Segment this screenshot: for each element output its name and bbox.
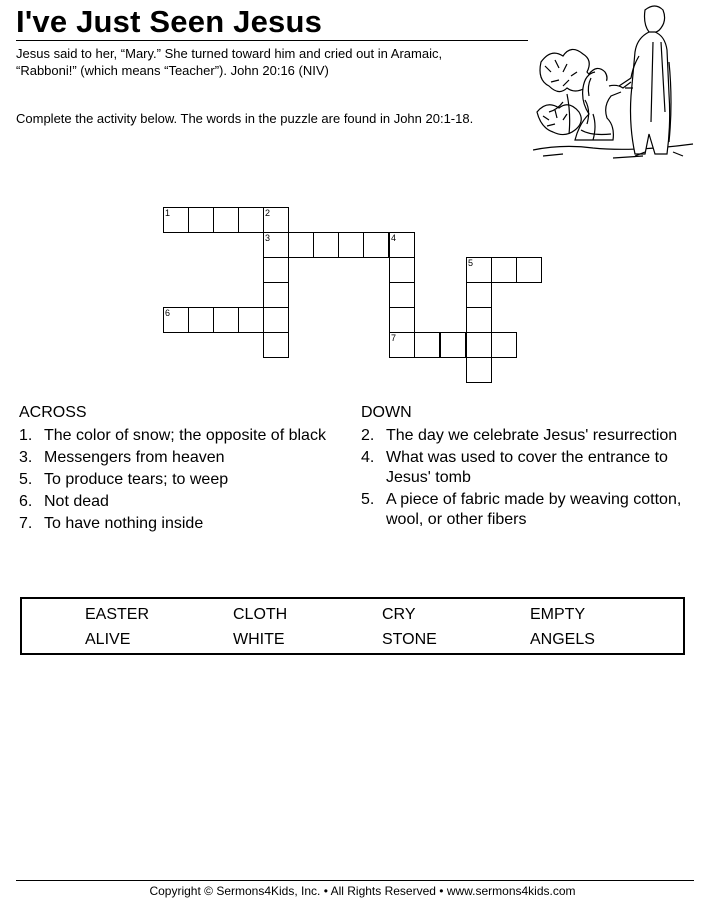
crossword-cell[interactable] [363, 232, 389, 258]
clue-number: 6 [165, 308, 171, 318]
clue-number: 4 [391, 233, 397, 243]
verse-line: “Rabboni!” (which means “Teacher”). John 20:16 (NIV) [16, 63, 329, 78]
down-heading: DOWN [361, 404, 412, 421]
verse-line: Jesus said to her, “Mary.” She turned toward him and cried out in Aramaic, [16, 46, 443, 61]
crossword-cell[interactable] [389, 282, 415, 308]
crossword-cell[interactable] [466, 282, 492, 308]
title-underline [16, 40, 528, 41]
copyright-footer: Copyright © Sermons4Kids, Inc. • All Rights Reserved • www.sermons4kids.com [149, 884, 576, 898]
crossword-cell[interactable] [163, 307, 189, 333]
crossword-cell[interactable] [313, 232, 339, 258]
crossword-cell[interactable] [213, 307, 239, 333]
crossword-cell[interactable] [516, 257, 542, 283]
crossword-cell[interactable] [491, 332, 517, 358]
scripture-verse [16, 45, 536, 79]
word-bank-item: EASTER [85, 606, 150, 623]
instructions: Complete the activity below. The words in the puzzle are found in John 20:1-18. [16, 111, 474, 126]
crossword-cell[interactable] [238, 207, 264, 233]
clue-item: 1. The color of snow; the opposite of black [19, 427, 326, 444]
crossword-cell[interactable] [263, 332, 289, 358]
clue-number: 7 [391, 333, 397, 343]
crossword-cell[interactable] [338, 232, 364, 258]
crossword-cell[interactable] [263, 257, 289, 283]
page-title: I've Just Seen Jesus [16, 4, 323, 39]
word-bank-item: CRY [382, 606, 416, 623]
crossword-cell[interactable] [163, 207, 189, 233]
crossword-cell[interactable] [263, 307, 289, 333]
clue-item: 3. Messengers from heaven [19, 449, 225, 466]
crossword-cell[interactable] [263, 207, 289, 233]
crossword-cell[interactable] [238, 307, 264, 333]
word-bank-item: ANGELS [530, 631, 595, 648]
crossword-cell[interactable] [466, 357, 492, 383]
down-clues [361, 403, 691, 532]
crossword-cell[interactable] [440, 332, 466, 358]
crossword-cell[interactable] [414, 332, 440, 358]
word-bank-item: EMPTY [530, 606, 586, 623]
crossword-cell[interactable] [288, 232, 314, 258]
across-clues [19, 403, 329, 536]
clue-number: 2 [265, 208, 271, 218]
footer-divider [16, 880, 694, 881]
crossword-cell[interactable] [389, 232, 415, 258]
crossword-cell[interactable] [389, 332, 415, 358]
clue-item: 2. The day we celebrate Jesus' resurrection [361, 427, 678, 444]
crossword-cell[interactable] [466, 332, 492, 358]
crossword-cell[interactable] [389, 307, 415, 333]
crossword-cell[interactable] [263, 282, 289, 308]
word-bank [20, 597, 685, 655]
across-heading: ACROSS [19, 404, 87, 421]
crossword-cell[interactable] [213, 207, 239, 233]
crossword-cell[interactable] [466, 307, 492, 333]
crossword-cell[interactable] [466, 257, 492, 283]
word-bank-item: CLOTH [233, 606, 288, 623]
clue-item: 5. To produce tears; to weep [19, 471, 229, 488]
clue-item: 5. A piece of fabric made by weaving cotton, wool, or other fibers [361, 491, 682, 528]
crossword-cell[interactable] [188, 207, 214, 233]
word-bank-item: WHITE [233, 631, 285, 648]
word-bank-item: STONE [382, 631, 437, 648]
crossword-cell[interactable] [491, 257, 517, 283]
clue-item: 4. What was used to cover the entrance to Jesus' tomb [361, 449, 668, 486]
clue-number: 1 [165, 208, 171, 218]
crossword-cell[interactable] [263, 232, 289, 258]
crossword-cell[interactable] [188, 307, 214, 333]
clue-item: 6. Not dead [19, 493, 109, 510]
jesus-and-mary-illustration [533, 2, 701, 164]
clue-number: 3 [265, 233, 271, 243]
clue-item: 7. To have nothing inside [19, 515, 204, 532]
crossword-cell[interactable] [389, 257, 415, 283]
word-bank-item: ALIVE [85, 631, 131, 648]
clue-number: 5 [468, 258, 474, 268]
